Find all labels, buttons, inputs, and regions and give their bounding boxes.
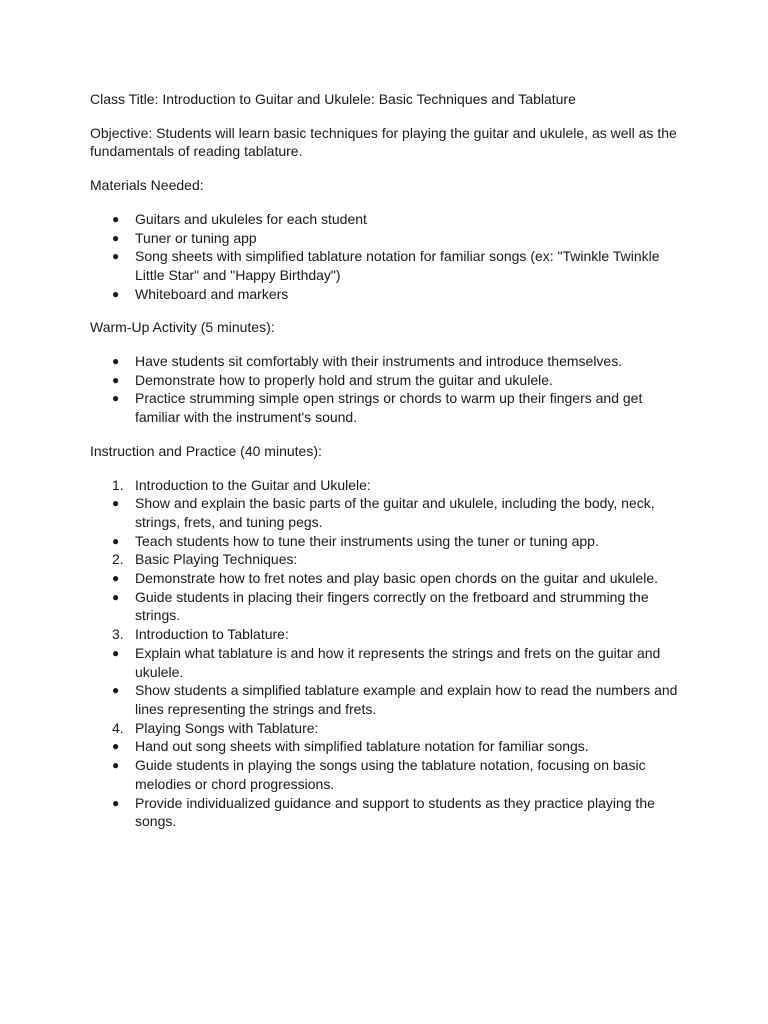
bullet-marker: ● [112,739,120,754]
list-item [90,229,690,248]
list-item [90,389,690,426]
number-marker: 3. [112,626,124,643]
bullet-marker: ● [112,496,120,511]
warmup-heading: Warm-Up Activity (5 minutes): [90,319,275,336]
number-marker: 4. [112,719,124,736]
list-item-text: Teach students how to tune their instruments using the tuner or tuning app. [135,532,599,549]
list-item [90,625,690,644]
list-item-text: Introduction to Tablature: [135,626,289,643]
list-item-text: Hand out song sheets with simplified tablature notation for familiar songs. [135,738,589,755]
bullet-marker: ● [112,795,120,810]
list-item [90,550,690,569]
list-item-text: Song sheets with simplified tablature notation for familiar songs (ex: "Twinkle Twinkle Little Star" and "Happy Birthday") [135,248,660,283]
list-item [90,371,690,390]
list-item [90,532,690,551]
list-item [90,794,690,831]
list-item [90,210,690,229]
class-title: Class Title: Introduction to Guitar and Ukulele: Basic Techniques and Tablature [90,91,576,107]
list-item-text: Practice strumming simple open strings or chords to warm up their fingers and get familiar with the instrument's sound. [135,390,643,426]
list-item [90,569,690,588]
list-item-text: Explain what tablature is and how it represents the strings and frets on the guitar and ukulele. [135,644,661,680]
list-item-text: Guide students in playing the songs using the tablature notation, focusing on basic melodies or chord progressions. [135,757,646,792]
bullet-marker: ● [112,286,120,301]
bullet-marker: ● [112,758,120,773]
bullet-marker: ● [112,391,120,406]
list-item-text: Tuner or tuning app [135,229,257,246]
bullet-marker: ● [112,372,120,387]
bullet-marker: ● [112,230,120,245]
list-item-text: Whiteboard and markers [135,285,289,302]
list-item-text: Introduction to the Guitar and Ukulele: [135,476,371,493]
bullet-marker: ● [112,211,120,226]
list-item-text: Playing Songs with Tablature: [135,719,319,736]
instruction-list [90,476,690,831]
list-item-text: Guide students in placing their fingers correctly on the fretboard and strumming the strings. [135,588,649,624]
bullet-marker: ● [112,533,120,548]
list-item [90,588,690,625]
list-item [90,247,690,284]
list-item-text: Show students a simplified tablature example and explain how to read the numbers and lines representing the strings and frets. [135,682,678,717]
number-marker: 1. [112,476,124,493]
instruction-heading: Instruction and Practice (40 minutes): [90,442,322,459]
document-page [90,90,690,846]
list-item-text: Demonstrate how to fret notes and play basic open chords on the guitar and ukulele. [135,570,658,587]
list-item [90,494,690,531]
list-item [90,681,690,718]
bullet-marker: ● [112,354,120,369]
list-item [90,719,690,738]
bullet-marker: ● [112,683,120,698]
bullet-marker: ● [112,645,120,660]
list-item-text: Show and explain the basic parts of the guitar and ukulele, including the body, neck, strings, frets, and tuning pegs. [135,495,655,530]
number-marker: 2. [112,551,124,568]
list-item [90,352,690,371]
objective-paragraph: Objective: Students will learn basic techniques for playing the guitar and ukulele, as well as the fundamentals of reading tablature. [90,124,677,160]
list-item-text: Have students sit comfortably with their instruments and introduce themselves. [135,353,623,370]
list-item-text: Guitars and ukuleles for each student [135,210,367,227]
materials-heading: Materials Needed: [90,177,204,194]
list-item [90,285,690,304]
materials-list [90,210,690,304]
list-item-text: Demonstrate how to properly hold and strum the guitar and ukulele. [135,371,553,388]
list-item-text: Provide individualized guidance and support to students as they practice playing the songs. [135,794,655,830]
list-item-text: Basic Playing Techniques: [135,551,298,568]
list-item [90,737,690,756]
list-item [90,644,690,681]
list-item [90,756,690,793]
list-item [90,476,690,495]
warmup-list [90,352,690,427]
bullet-marker: ● [112,571,120,586]
bullet-marker: ● [112,589,120,604]
bullet-marker: ● [112,249,120,264]
